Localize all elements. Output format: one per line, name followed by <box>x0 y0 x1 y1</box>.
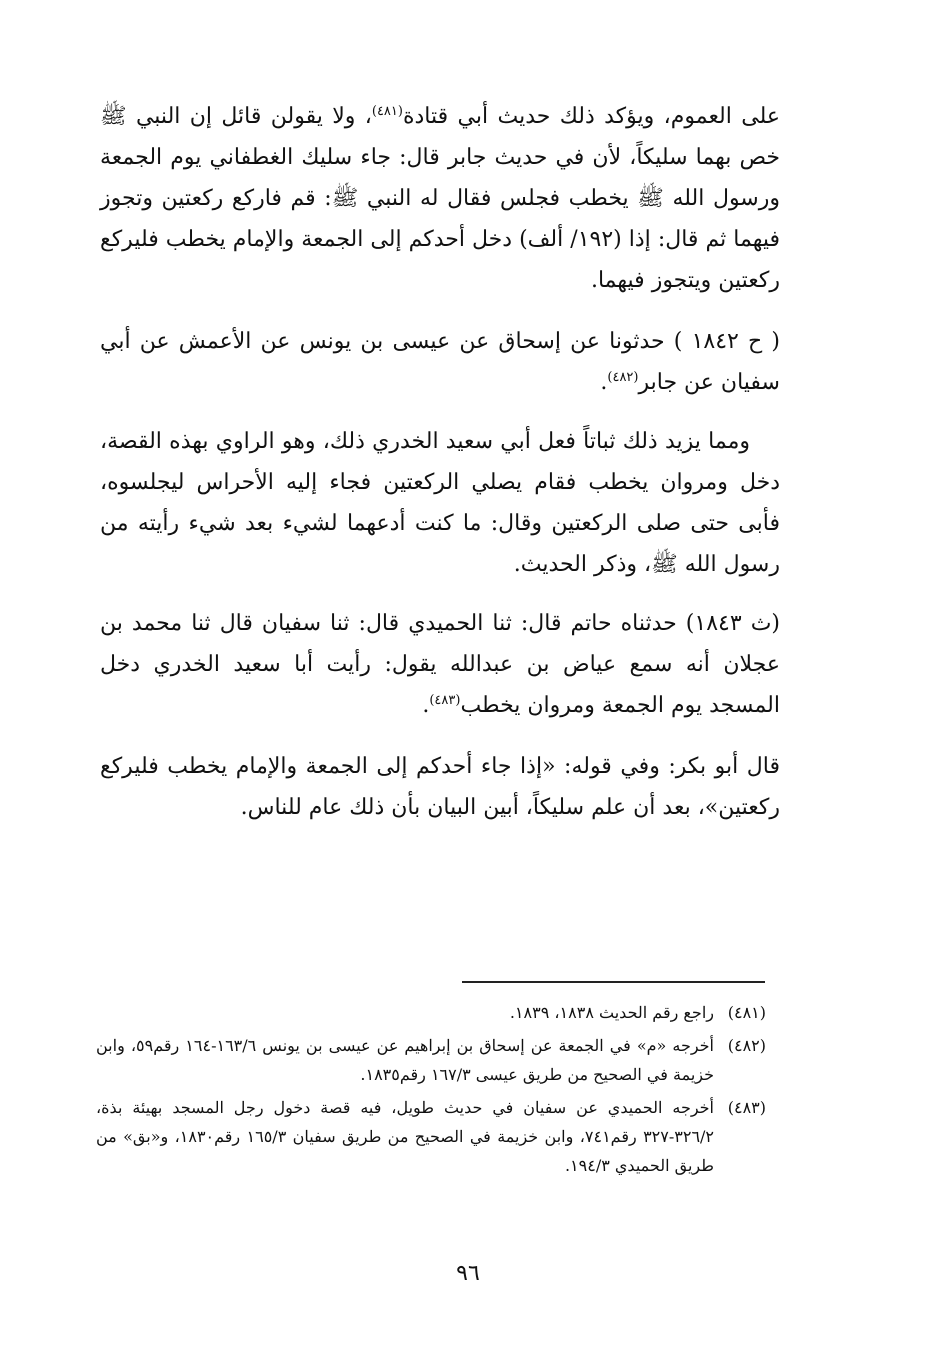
footnote-ref-482[interactable]: (٤٨٢) <box>607 370 639 385</box>
footnote-text: راجع رقم الحديث ١٨٣٨، ١٨٣٩. <box>509 1003 714 1022</box>
footnote-text: أخرجه «م» في الجمعة عن إسحاق بن إبراهيم عن عيسى بن يونس ١٦٣/٦-١٦٤ رقم٥٩، وابن خزيمة في الصحيح من طريق عيسى ١٦٧/٣ رقم١٨٣٥. <box>96 1036 715 1084</box>
footnote-text: أخرجه الحميدي عن سفيان في حديث طويل، فيه قصة دخول رجل المسجد بهيئة بذة، ٣٢٦/٢-٣٢٧ رقم٧٤١، وابن خزيمة في الصحيح من طريق سفيان ١٦٥/٣ رقم١٨٣٠، و«بق» من طريق الحميدي ١٩٤/٣. <box>96 1098 715 1175</box>
footnote-481 <box>96 998 766 1027</box>
paragraph-text: . <box>422 693 430 718</box>
footnote-number: (٤٨١) <box>727 1003 766 1022</box>
body-paragraph-4 <box>100 603 780 726</box>
footnote-number: (٤٨٢) <box>727 1036 766 1055</box>
body-paragraph-1 <box>100 96 780 301</box>
footnote-482 <box>96 1031 766 1089</box>
footnote-ref-481[interactable]: (٤٨١) <box>371 104 403 119</box>
paragraph-text: . <box>600 370 608 395</box>
footnote-ref-483[interactable]: (٤٨٣) <box>429 693 461 708</box>
footnote-number: (٤٨٣) <box>727 1098 766 1117</box>
paragraph-text: (ث ١٨٤٣) حدثناه حاتم قال: ثنا الحميدي قال: ثنا سفيان قال ثنا محمد بن عجلان أنه سمع عياض بن عبدالله يقول: رأيت أبا سعيد الخدري دخل المسجد يوم الجمعة ومروان يخطب <box>100 611 780 718</box>
paragraph-text: ، ولا يقولن قائل إن النبي ﷺ خص بهما سليكاً، لأن في حديث جابر قال: جاء سليك الغطفاني يوم الجمعة ورسول الله ﷺ يخطب فجلس فقال له النبي ﷺ: قم فاركع ركعتين وتجوز فيهما ثم قال: إذا (١٩٢/ ألف) دخل أحدكم إلى الجمعة والإمام يخطب فليركع ركعتين ويتجوز فيهما. <box>100 104 780 293</box>
paragraph-text: ( ح ١٨٤٢ ) حدثونا عن إسحاق عن عيسى بن يونس عن الأعمش عن أبي سفيان عن جابر <box>100 329 780 395</box>
body-paragraph-2 <box>100 321 780 403</box>
footnotes-section <box>96 998 766 1184</box>
body-paragraph-5 <box>100 746 780 828</box>
footnote-483 <box>96 1093 766 1180</box>
paragraph-text: ومما يزيد ذلك ثباتاً فعل أبي سعيد الخدري ذلك، وهو الراوي بهذه القصة، دخل ومروان يخطب فقام يصلي الركعتين فجاء إليه الأحراس ليجلسوه، فأبى حتى صلى الركعتين وقال: ما كنت أدعهما لشيء بعد شيء رأيته من رسول الله ﷺ، وذكر الحديث. <box>100 429 780 577</box>
page-number: ٩٦ <box>456 1261 480 1286</box>
footnote-divider <box>462 981 765 983</box>
paragraph-text: على العموم، ويؤكد ذلك حديث أبي قتادة <box>402 104 780 129</box>
body-paragraph-3 <box>100 421 780 585</box>
paragraph-text: قال أبو بكر: وفي قوله: «إذا جاء أحدكم إلى الجمعة والإمام يخطب فليركع ركعتين»، بعد أن علم سليكاً، أبين البيان بأن ذلك عام للناس. <box>100 754 780 820</box>
